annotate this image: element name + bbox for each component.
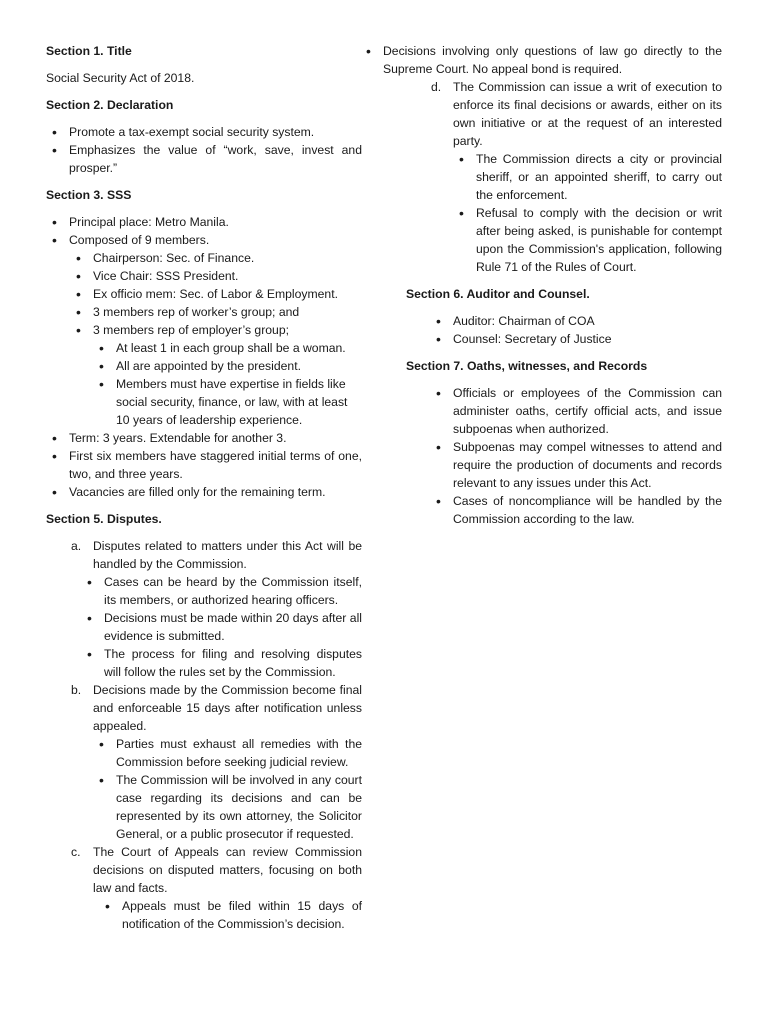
right-column — [360, 42, 722, 528]
section-7-heading: Section 7. Oaths, witnesses, and Records — [406, 359, 648, 373]
list-item: • Vice Chair: SSS President. — [93, 267, 362, 285]
list-item: • Decisions must be made within 20 days after all evidence is submitted. — [104, 609, 362, 645]
section-5-a-list — [46, 573, 362, 681]
section-5-heading: Section 5. Disputes. — [46, 512, 162, 526]
section-5-c-text: The Court of Appeals can review Commission decisions on disputed matters, focusing on both law and facts. — [93, 845, 362, 895]
section-5-c-list — [46, 897, 362, 933]
list-item: • Members must have expertise in fields like social security, finance, or law, with at least 10 years of leadership experience. — [116, 375, 362, 429]
section-3-heading: Section 3. SSS — [46, 188, 132, 202]
list-item: • The process for filing and resolving disputes will follow the rules set by the Commission. — [104, 645, 362, 681]
section-6-heading: Section 6. Auditor and Counsel. — [406, 287, 590, 301]
list-item: • Composed of 9 members. — [69, 231, 362, 249]
list-item: • Chairperson: Sec. of Finance. — [93, 249, 362, 267]
list-item: • Principal place: Metro Manila. — [69, 213, 362, 231]
list-item: • The Commission will be involved in any court case regarding its decisions and can be represented by its own attorney, the Solicitor General, or a public prosecutor if requested. — [116, 771, 362, 843]
list-item: • All are appointed by the president. — [116, 357, 362, 375]
section-5-c-letter: c. — [71, 845, 81, 859]
section-5-d-letter: d. — [431, 80, 442, 94]
list-item: • 3 members rep of employer’s group; — [93, 321, 362, 339]
section-2-list — [46, 123, 362, 177]
list-item: • Emphasizes the value of “work, save, invest and prosper.” — [69, 141, 362, 177]
left-column — [46, 42, 362, 933]
list-item: • The Commission directs a city or provincial sheriff, or an appointed sheriff, to carry out the enforcement. — [476, 150, 722, 204]
section-1-heading: Section 1. Title — [46, 44, 132, 58]
list-item: • Cases can be heard by the Commission itself, its members, or authorized hearing officers. — [104, 573, 362, 609]
section-5-b-letter: b. — [71, 683, 82, 697]
section-5-a — [71, 537, 362, 573]
section-5-b-list — [46, 735, 362, 843]
list-item: • Subpoenas may compel witnesses to attend and require the production of documents and records relevant to any issues under this Act. — [453, 438, 722, 492]
list-item: • Ex officio mem: Sec. of Labor & Employment. — [93, 285, 362, 303]
list-item: • Refusal to comply with the decision or writ after being asked, is punishable for contempt upon the Commission's application, following Rule 71 of the Rules of Court. — [476, 204, 722, 276]
list-item: • Auditor: Chairman of COA — [453, 312, 722, 330]
list-item: • Promote a tax-exempt social security system. — [69, 123, 362, 141]
list-item: • Counsel: Secretary of Justice — [453, 330, 722, 348]
list-item: • Decisions involving only questions of law go directly to the Supreme Court. No appeal bond is required. — [383, 42, 722, 78]
section-3-list — [46, 213, 362, 501]
list-item: • Officials or employees of the Commission can administer oaths, certify official acts, and issue subpoenas when authorized. — [453, 384, 722, 438]
section-6-list — [360, 312, 722, 348]
section-5-b-text: Decisions made by the Commission become final and enforceable 15 days after notification unless appealed. — [93, 683, 362, 733]
section-2-heading: Section 2. Declaration — [46, 98, 174, 112]
section-5-a-text: Disputes related to matters under this Act will be handled by the Commission. — [93, 539, 362, 571]
section-1-text: Social Security Act of 2018. — [46, 71, 195, 85]
list-item: • Cases of noncompliance will be handled by the Commission according to the law. — [453, 492, 722, 528]
list-item: • First six members have staggered initial terms of one, two, and three years. — [69, 447, 362, 483]
list-item: • At least 1 in each group shall be a woman. — [116, 339, 362, 357]
list-item: • Vacancies are filled only for the remaining term. — [69, 483, 362, 501]
section-5-c-law-list — [360, 42, 722, 78]
list-item: • Parties must exhaust all remedies with the Commission before seeking judicial review. — [116, 735, 362, 771]
section-5-c — [71, 843, 362, 897]
section-5-d — [431, 78, 722, 150]
list-item: • 3 members rep of worker’s group; and — [93, 303, 362, 321]
section-5-d-list — [360, 150, 722, 276]
list-item: • Appeals must be filed within 15 days of notification of the Commission’s decision. — [122, 897, 362, 933]
section-5-d-text: The Commission can issue a writ of execution to enforce its final decisions or awards, either on its own initiative or at the request of an interested party. — [453, 80, 722, 148]
section-5-a-letter: a. — [71, 539, 82, 553]
section-7-list — [360, 384, 722, 528]
section-5-b — [71, 681, 362, 735]
list-item: • Term: 3 years. Extendable for another 3. — [69, 429, 362, 447]
